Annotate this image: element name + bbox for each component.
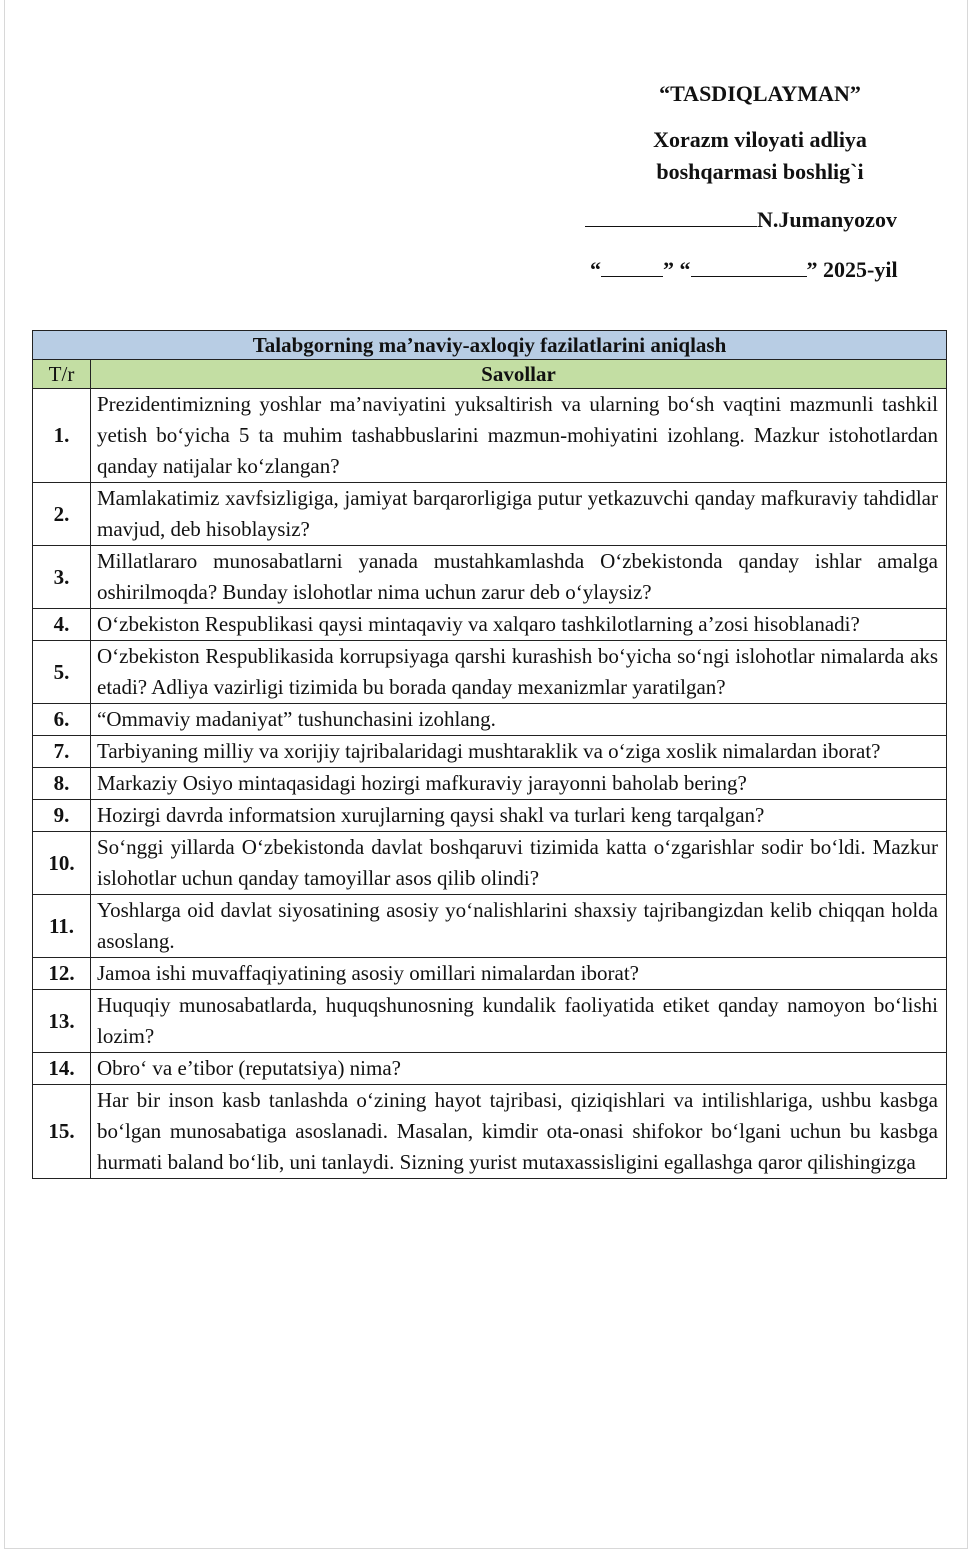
question-text: O‘zbekiston Respublikasida korrupsiyaga qarshi kurashish bo‘yicha so‘ngi islohotlar nimalarda aks etadi? Adliya vazirligi tizimida bu borada qanday mexanizmlar yaratilgan? — [91, 641, 947, 704]
question-number: 13. — [33, 990, 91, 1053]
table-row — [33, 1053, 947, 1085]
table-row — [33, 768, 947, 800]
table-row — [33, 609, 947, 641]
table-title: Talabgorning ma’naviy-axloqiy fazilatlarini aniqlash — [33, 331, 947, 360]
table-row — [33, 736, 947, 768]
table-row — [33, 800, 947, 832]
question-text: Yoshlarga oid davlat siyosatining asosiy yo‘nalishlarini shaxsiy tajribangizdan kelib chiqqan holda asoslang. — [91, 895, 947, 958]
table-row — [33, 546, 947, 609]
question-number: 5. — [33, 641, 91, 704]
question-number: 14. — [33, 1053, 91, 1085]
day-blank — [601, 254, 663, 277]
question-number: 10. — [33, 832, 91, 895]
column-header-questions: Savollar — [91, 360, 947, 389]
question-number: 4. — [33, 609, 91, 641]
question-number: 8. — [33, 768, 91, 800]
organization-line-1: Xorazm viloyati adliya — [653, 127, 867, 152]
question-text: Obro‘ va e’tibor (reputatsiya) nima? — [91, 1053, 947, 1085]
signature-blank — [585, 204, 757, 227]
table-row — [33, 832, 947, 895]
question-text: So‘nggi yillarda O‘zbekistonda davlat boshqaruvi tizimida katta o‘zgarishlar sodir bo‘ldi. Mazkur islohotlar uchun qanday tamoyillar asos qilib olindi? — [91, 832, 947, 895]
question-text: Hozirgi davrda informatsion xurujlarning qaysi shakl va turlari keng tarqalgan? — [91, 800, 947, 832]
question-number: 12. — [33, 958, 91, 990]
question-text: Har bir inson kasb tanlashda o‘zining hayot tajribasi, qiziqishlari va intilishlariga, ushbu kasbga bo‘lgan munosabatiga asoslanadi. Masalan, kimdir ota-onasi shifokor bo‘lgani uchun bu kasbga hurmati baland bo‘lib, uni tanlaydi. Sizning yurist mutaxassisligini egallashga qaror qilishingizga — [91, 1085, 947, 1179]
table-header-row — [33, 360, 947, 389]
signature-line — [585, 204, 960, 236]
question-number: 6. — [33, 704, 91, 736]
table-title-row — [33, 331, 947, 360]
question-number: 15. — [33, 1085, 91, 1179]
question-text: Tarbiyaning milliy va xorijiy tajribalaridagi mushtaraklik va o‘ziga xoslik nimalardan iborat? — [91, 736, 947, 768]
table-row — [33, 641, 947, 704]
question-number: 9. — [33, 800, 91, 832]
table-row — [33, 1085, 947, 1179]
table-row — [33, 389, 947, 483]
month-blank — [691, 254, 807, 277]
question-number: 7. — [33, 736, 91, 768]
date-open-quote: “ — [590, 257, 601, 282]
signatory-name: N.Jumanyozov — [757, 207, 897, 232]
question-text: “Ommaviy madaniyat” tushunchasini izohlang. — [91, 704, 947, 736]
question-text: Huquqiy munosabatlarda, huquqshunosning kundalik faoliyatida etiket qanday namoyon bo‘lishi lozim? — [91, 990, 947, 1053]
question-text: Prezidentimizning yoshlar ma’naviyatini yuksaltirish va ularning bo‘sh vaqtini mazmunli tashkil yetish bo‘yicha 5 ta muhim tashabbuslarini mazmun-mohiyatini izohlang. Mazkur istohotlardan qanday natijalar ko‘zlangan? — [91, 389, 947, 483]
questions-table — [32, 330, 947, 1179]
question-text: Millatlararo munosabatlarni yanada mustahkamlashda O‘zbekistonda qanday ishlar amalga oshirilmoqda? Bunday islohotlar nima uchun zarur deb o‘ylaysiz? — [91, 546, 947, 609]
table-row — [33, 958, 947, 990]
date-line — [590, 254, 960, 286]
question-text: O‘zbekiston Respublikasi qaysi mintaqaviy va xalqaro tashkilotlarning a’zosi hisoblanadi? — [91, 609, 947, 641]
question-text: Jamoa ishi muvaffaqiyatining asosiy omillari nimalardan iborat? — [91, 958, 947, 990]
column-header-number: T/r — [33, 360, 91, 389]
table-row — [33, 483, 947, 546]
question-number: 2. — [33, 483, 91, 546]
question-number: 3. — [33, 546, 91, 609]
question-text: Markaziy Osiyo mintaqasidagi hozirgi mafkuraviy jarayonni baholab bering? — [91, 768, 947, 800]
question-number: 1. — [33, 389, 91, 483]
table-row — [33, 704, 947, 736]
approval-stamp-title: “TASDIQLAYMAN” — [659, 81, 861, 106]
table-row — [33, 990, 947, 1053]
question-number: 11. — [33, 895, 91, 958]
organization-line-2: boshqarmasi boshlig`i — [656, 159, 864, 184]
approval-organization — [560, 124, 960, 188]
date-mid-quote: ” “ — [663, 257, 691, 282]
questions-body — [33, 389, 947, 1179]
table-row — [33, 895, 947, 958]
date-year: ” 2025-yil — [806, 257, 898, 282]
question-text: Mamlakatimiz xavfsizligiga, jamiyat barqarorligiga putur yetkazuvchi qanday mafkuraviy tahdidlar mavjud, deb hisoblaysiz? — [91, 483, 947, 546]
